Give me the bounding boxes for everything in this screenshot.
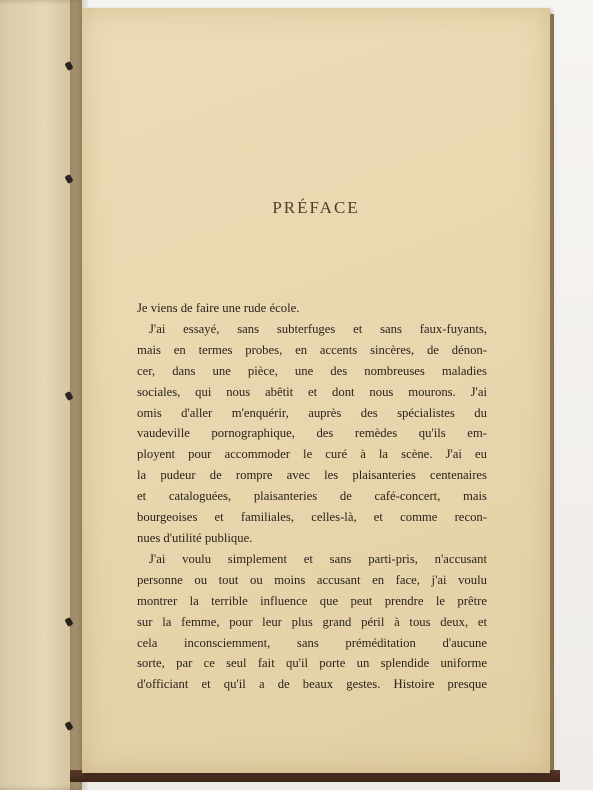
text-line: cer, dans une pièce, une des nombreuses maladies	[137, 363, 487, 378]
text-line: J'ai voulu simplement et sans parti-pris, n'accusant	[149, 551, 487, 566]
text-line: sorte, par ce seul fait qu'il porte un splendide uniforme	[137, 656, 487, 671]
text-line: ployent pour accommoder le curé à la scène. J'ai eu	[137, 447, 487, 462]
text-line: sociales, qui nous abêtit et dont nous mourons. J'ai	[137, 384, 487, 399]
text-line: mais en termes probes, en accents sincères, de dénon-	[137, 342, 487, 357]
text-line: et cataloguées, plaisanteries de café-concert, mais	[137, 489, 487, 504]
text-line: Je viens de faire une rude école.	[137, 301, 300, 315]
page-heading: PRÉFACE	[272, 198, 360, 217]
book-page	[82, 8, 550, 773]
text-line: J'ai essayé, sans subterfuges et sans faux-fuyants,	[149, 321, 487, 336]
text-line: bourgeoises et familiales, celles-là, et comme recon-	[137, 510, 487, 525]
text-line: nues d'utilité publique.	[137, 530, 253, 545]
preface-text	[137, 298, 487, 695]
text-line: vaudeville pornographique, des remèdes qu'ils em-	[137, 426, 487, 441]
text-line: montrer la terrible influence que peut prendre le prêtre	[137, 593, 487, 608]
text-line: cela inconsciemment, sans préméditation d'aucune	[137, 635, 487, 650]
text-line: la pudeur de rompre avec les plaisanteries centenaires	[137, 468, 487, 483]
text-line: d'officiant et qu'il a de beaux gestes. Histoire presque	[137, 677, 487, 692]
text-line: personne ou tout ou moins accusant en face, j'ai voulu	[137, 572, 487, 587]
text-line: omis d'aller m'enquérir, auprès des spécialistes du	[137, 405, 487, 420]
text-line: sur la femme, pour leur plus grand péril à tous deux, et	[137, 614, 487, 629]
